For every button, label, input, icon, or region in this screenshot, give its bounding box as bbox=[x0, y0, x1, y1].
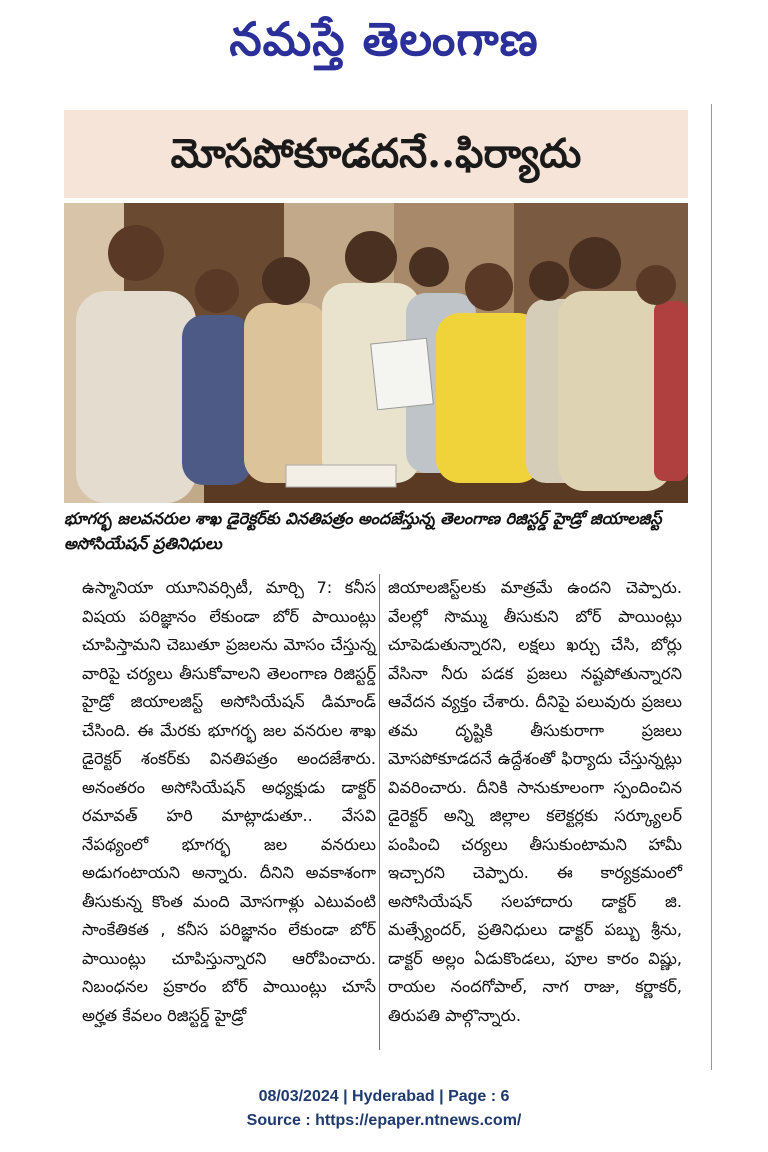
footer-date-edition-page: 08/03/2024 | Hyderabad | Page : 6 bbox=[258, 1088, 510, 1105]
photo-caption: భూగర్భ జలవనరుల శాఖ డైరెక్టర్‌కు వినతిపత్రం అందజేస్తున్న తెలంగాణ రిజిస్టర్డ్ హైడ్రో జియాలజిస్ట్ అసోసియేషన్ ప్రతినిధులు bbox=[64, 509, 662, 553]
newspaper-masthead: నమస్తే తెలంగాణ bbox=[229, 12, 539, 66]
article-photo bbox=[64, 203, 688, 503]
headline-band bbox=[64, 110, 688, 198]
column-divider bbox=[379, 574, 380, 1050]
footer-source-link[interactable]: Source : https://epaper.ntnews.com/ bbox=[246, 1112, 522, 1129]
article-body-left-column: ఉస్మానియా యూనివర్సిటీ, మార్చి 7: కనీస విషయ పరిజ్ఞానం లేకుండా బోర్ పాయింట్లు చూపిస్తామని చెబుతూ ప్రజలను మోసం చేస్తున్న వారిపై చర్యలు తీసుకోవాలని తెలంగాణ రిజిస్టర్డ్ హైడ్రో జియాలజిస్ట్ అసోసియేషన్ డిమాండ్ చేసింది. ఈ మేరకు భూగర్భ జల వనరుల శాఖ డైరెక్టర్ శంకర్‌కు వినతిపత్రం అందజేశారు. అనంతరం అసోసియేషన్ అధ్యక్షుడు డాక్టర్ రమావత్ హరి మాట్లాడుతూ.. వేసవి నేపథ్యంలో భూగర్భ జల వనరులు అడుగంటాయని అన్నారు. దీనిని అవకాశంగా తీసుకున్న కొంత మంది మోసగాళ్లు ఎటువంటి సాంకేతికత , కనీస పరిజ్ఞానం లేకుండా బోర్ పాయింట్లు చూపిస్తున్నారని ఆరోపించారు. నిబంధనల ప్రకారం బోర్ పాయింట్లు చూసే అర్హత కేవలం రిజిస్టర్డ్ హైడ్రో bbox=[82, 578, 376, 1025]
article-body-right-column: జియాలజిస్ట్‌లకు మాత్రమే ఉందని చెప్పారు. వేలల్లో సొమ్ము తీసుకుని బోర్ పాయింట్లు చూపెడుతున్నారని, లక్షలు ఖర్చు చేసి, బోర్లు వేసినా నీరు పడక ప్రజలు నష్టపోతున్నారని ఆవేదన వ్యక్తం చేశారు. దీనిపై పలువురు ప్రజలు తమ దృష్టికి తీసుకురాగా ప్రజలు మోసపోకూడదనే ఉద్దేశంతో ఫిర్యాదు చేస్తున్నట్లు వివరించారు. దీనికి సానుకూలంగా స్పందించిన డైరెక్టర్ అన్ని జిల్లాల కలెక్టర్లకు సర్క్యూలర్ పంపించి చర్యలు తీసుకుంటామని హామీ ఇచ్చారని చెప్పారు. ఈ కార్యక్రమంలో అసోసియేషన్ సలహాదారు డాక్టర్ జి. మత్స్యేందర్, ప్రతినిధులు డాక్టర్ పబ్బు శ్రీను, డాక్టర్ అల్లం ఏడుకొండలు, పూల కారం విష్ణు, రాయల నందగోపాల్, నాగ రాజు, కర్ణాకర్, తిరుపతి పాల్గొన్నారు. bbox=[388, 578, 682, 1025]
page-column-rule bbox=[711, 104, 712, 1070]
group-photo-illustration bbox=[64, 203, 688, 503]
article-headline: మోసపోకూడదనే..ఫిర్యాదు bbox=[170, 130, 582, 177]
